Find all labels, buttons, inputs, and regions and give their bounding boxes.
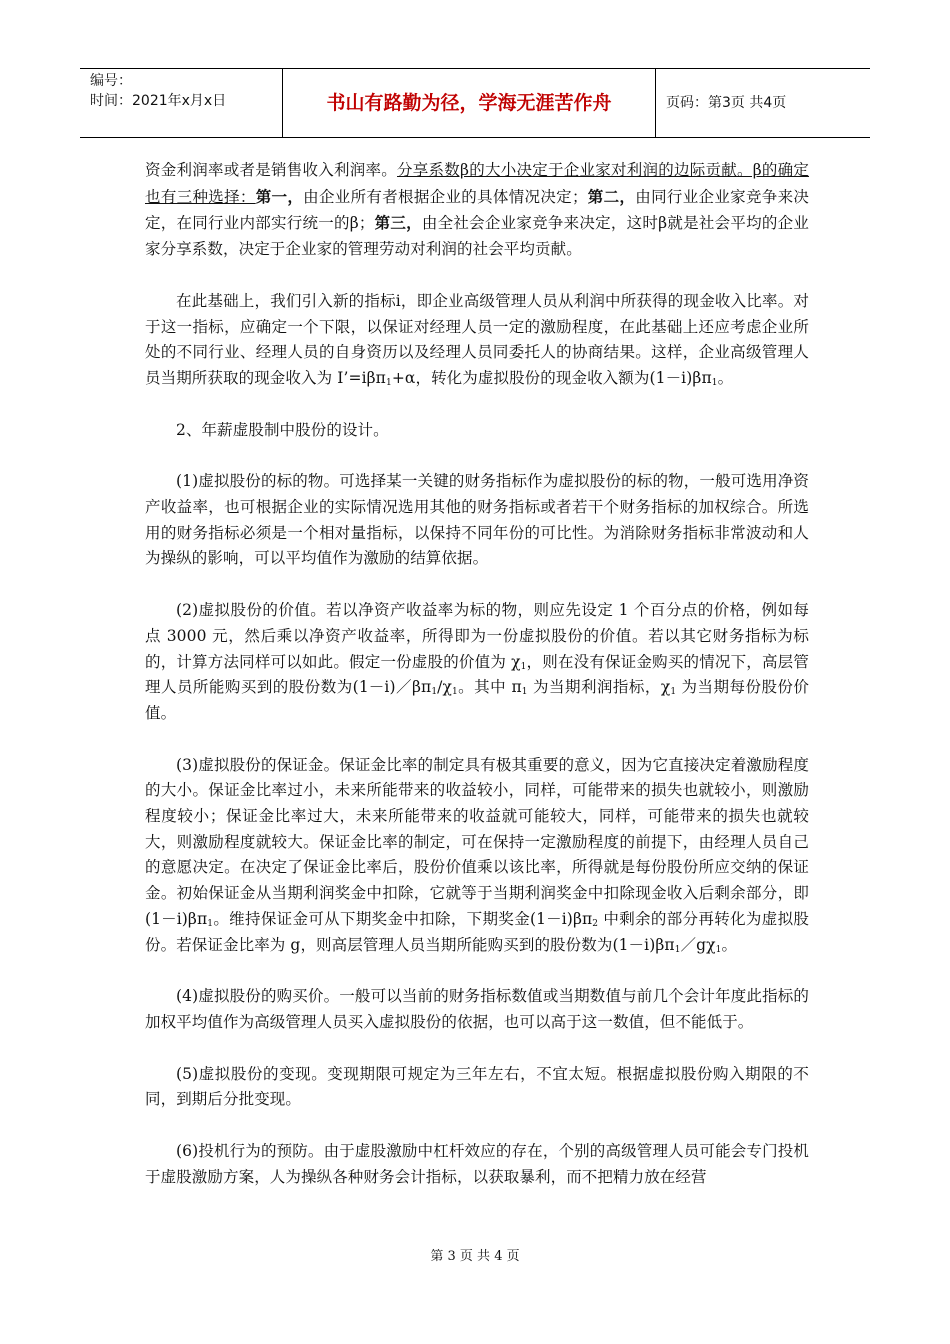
paragraph-speculation: (6)投机行为的预防。由于虚股激励中杠杆效应的存在，个别的高级管理人员可能会专门投机于虚股激励方案，人为操纵各种财务会计指标，以获取暴利，而不把精力放在经营 bbox=[145, 1142, 809, 1186]
paragraph-cash-ratio: 在此基础上，我们引入新的指标i，即企业高级管理人员从利润中所获得的现金收入比率。对于这一指标，应确定一个下限，以保证对经理人员一定的激励程度，在此基础上还应考虑企业所处的不同行业、经理人员的自身资历以及经理人员同委托人的协商结果。这样，企业高级管理人员当期所获取的现金收入为 I’=iβπ$_1$+α，转化为虚拟股份的现金收入额为$(1-i)\beta\pi_1$。 bbox=[145, 291, 809, 388]
page-footer: 第 3 页 共 4 页 bbox=[430, 1249, 520, 1264]
header-motto: 书山有路勤为径，学海无涯苦作舟 bbox=[326, 92, 612, 114]
paragraph-beta: 资金利润率或者是销售收入利润率。分享系数β的大小决定于企业家对利润的边际贡献。β的确定也有三种选择：第一，由企业所有者根据企业的具体情况决定；第二，由同行业企业家竞争来决定，在同行业内部实行统一的β；第三，由全社会企业家竞争来决定，这时β就是社会平均的企业家分享系数，决定于企业家的管理劳动对利润的社会平均贡献。 bbox=[145, 161, 810, 259]
underlined-text: 分享系数β的大小决定于企业家对利润的边际贡献。β的确定也有三种选择： bbox=[145, 161, 810, 206]
header-motto-cell bbox=[283, 69, 656, 137]
paragraph-purchase-price: (4)虚拟股份的购买价。一般可以当前的财务指标数值或当期数值与前几个会计年度此指标的加权平均值作为高级管理人员买入虚拟股份的依据，也可以高于这一数值，但不能低于。 bbox=[145, 987, 809, 1031]
section-heading: 2、年薪虚股制中股份的设计。 bbox=[176, 420, 389, 439]
document-header bbox=[80, 68, 870, 138]
header-info-cell bbox=[80, 69, 283, 137]
header-page-code: 页码：第3页 共4页 bbox=[666, 95, 787, 111]
paragraph-margin: (3)虚拟股份的保证金。保证金比率的制定具有极其重要的意义，因为它直接决定着激励程度的大小。保证金比率过小，未来所能带来的收益较小，同样，可能带来的损失也就较小，则激励程度较小；保证金比率过大，未来所能带来的收益就可能较大，同样，可能带来的损失也就较大，则激励程度就较大。保证金比率的制定，可在保持一定激励程度的前提下，由经理人员自己的意愿决定。在决定了保证金比率后，股份价值乘以该比率，所得就是每份股份所应交纳的保证金。初始保证金从当期利润奖金中扣除，它就等于当期利润奖金中扣除现金收入后剩余部分，即$(1-i)\beta\pi_1$。维持保证金可从下期奖金中扣除，下期奖金$(1-i)\beta\pi_2$ 中剩余的部分再转化为虚拟股份。若保证金比率为 g，则高层管理人员当期所能购买到的股份数为$(1-i)\beta\pi_1/g\chi_1$。 bbox=[145, 755, 810, 955]
time-label: 时间：2021年x月x日 bbox=[90, 93, 227, 109]
paragraph-share-value: (2)虚拟股份的价值。若以净资产收益率为标的物，则应先设定 1 个百分点的价格，例如每点 3000 元，然后乘以净资产收益率，所得即为一份虚拟股份的价值。若以其它财务指标为标的，计算方法同样可以如此。假定一份虚股的价值为 $\chi_1$，则在没有保证金购买的情况下，高层管理人员所能购买到的股份数为$(1-i)/\beta\pi_1/\chi_1$。其中 $\pi_1$ 为当期利润指标，$\chi_1$ 为当期每份股份价值。 bbox=[145, 601, 809, 722]
header-page-cell bbox=[656, 69, 870, 137]
paragraph-subject-matter: (1)虚拟股份的标的物。可选择某一关键的财务指标作为虚拟股份的标的物，一般可选用净资产收益率，也可根据企业的实际情况选用其他的财务指标或者若干个财务指标的加权综合。所选用的财务指标必须是一个相对量指标，以保持不同年份的可比性。为消除财务指标非常波动和人为操纵的影响，可以平均值作为激励的结算依据。 bbox=[145, 472, 809, 568]
document-body bbox=[145, 158, 809, 1191]
number-label: 编号： bbox=[90, 73, 132, 89]
paragraph-liquidation: (5)虚拟股份的变现。变现期限可规定为三年左右，不宜太短。根据虚拟股份购入期限的不同，到期后分批变现。 bbox=[145, 1064, 809, 1109]
